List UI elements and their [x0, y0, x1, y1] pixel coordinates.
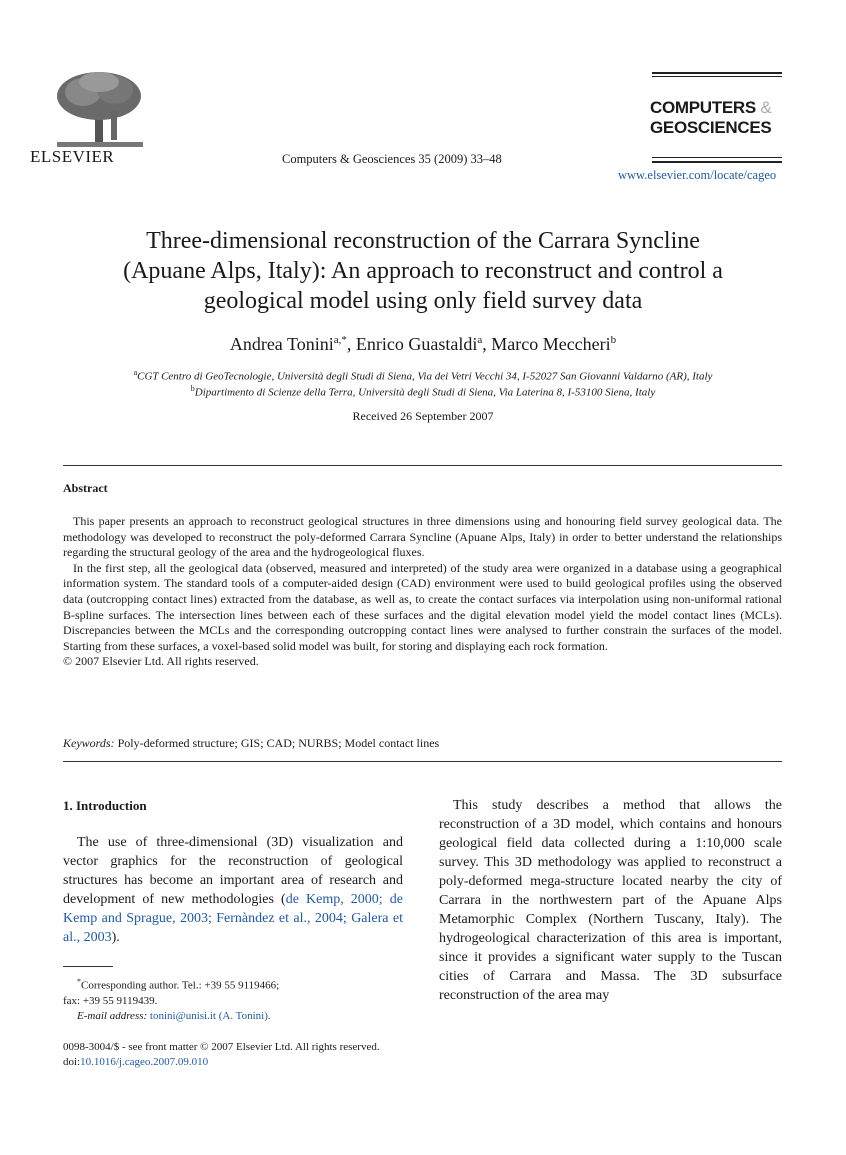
article-title	[40, 226, 806, 316]
footnote-mark: *	[77, 977, 81, 986]
journal-logo-amp: &	[760, 98, 772, 117]
affiliation-text: Dipartimento di Scienze della Terra, Università degli Studi di Siena, Via Laterina 8, I-53100 Siena, Italy	[194, 386, 656, 399]
author-name[interactable]: Enrico Guastaldi	[355, 334, 478, 354]
journal-logo-line2: GEOSCIENCES	[650, 118, 772, 137]
elsevier-tree-logo	[55, 70, 145, 148]
journal-logo-line1: COMPUTERS	[650, 98, 756, 117]
front-matter	[63, 1040, 463, 1070]
right-column	[439, 796, 782, 1005]
divider	[63, 465, 782, 466]
author-sup: a	[477, 334, 483, 346]
keywords-list: Poly-deformed structure; GIS; CAD; NURBS; Model contact lines	[117, 736, 440, 750]
left-column	[63, 796, 403, 947]
title-line: Three-dimensional reconstruction of the Carrara Syncline	[146, 228, 700, 254]
journal-citation: Computers & Geosciences 35 (2009) 33–48	[282, 152, 502, 166]
received-date: Received 26 September 2007	[352, 409, 494, 423]
journal-logo-rule	[652, 76, 782, 77]
journal-logo	[650, 98, 771, 138]
issn-line: 0098-3004/$ - see front matter © 2007 Elsevier Ltd. All rights reserved.	[63, 1041, 380, 1053]
author-sup: a,*	[333, 334, 347, 346]
footnote	[63, 974, 403, 1024]
doi-label: doi:	[63, 1056, 81, 1068]
footnote-rule	[63, 966, 113, 967]
intro-paragraph: This study describes a method that allows the reconstruction of a 3D model, which contains and honours geological field data collected during a 1:10,000 scale survey. This 3D methodology was applied to reconstruct a poly-deformed mega-structure located nearby the city of Carrara in the northwestern part of the Apuane Alps Metamorphic Complex (Northern Tuscany, Italy). The hydrogeological characterization of this area is important, since it provides a significant water supply to the Tuscan cities of Carrara and Massa. The 3D subsurface reconstruction of the area may	[439, 798, 782, 1003]
author-name[interactable]: Andrea Tonini	[229, 334, 334, 354]
abstract-paragraph: This paper presents an approach to reconstruct geological structures in three dimensions using and honouring field survey geological data. The methodology was developed to reconstruct the poly-deformed Carrara Syncline (Apuane Alps, Italy) in order to better understand the relationships regarding the structural geology of the area and the hydrogeological fluxes.	[63, 514, 782, 560]
journal-logo-rule	[652, 157, 782, 158]
section-heading: 1. Introduction	[63, 798, 147, 813]
affiliation	[40, 384, 806, 399]
footnote-fax: fax: +39 55 9119439.	[63, 994, 158, 1007]
author-name[interactable]: Marco Meccheri	[491, 334, 611, 354]
affiliation-text: CGT Centro di GeoTecnologie, Università degli Studi di Siena, Via dei Vetri Vecchi 34, I-52027 San Giovanni Valdarno (AR), Italy	[137, 370, 713, 383]
abstract-heading: Abstract	[63, 481, 108, 495]
title-line: (Apuane Alps, Italy): An approach to reconstruct and control a	[123, 258, 723, 284]
author-list: Andrea Tonini$^{a,*}$, Enrico Guastaldi$^a$, Marco Meccheri$^b$	[229, 334, 617, 354]
footnote-corresponding: Corresponding author. Tel.: +39 55 9119466;	[81, 979, 280, 992]
intro-paragraph	[63, 833, 403, 947]
citation-links[interactable]: de Kemp, 2000; de Kemp and Sprague, 2003; Fernàndez et al., 2004; Galera et al., 2003	[63, 892, 403, 945]
email-link[interactable]: tonini@unisi.it (A. Tonini).	[149, 1009, 271, 1022]
abstract-body	[63, 514, 782, 670]
divider	[63, 761, 782, 762]
journal-logo-rule	[652, 72, 782, 74]
author-sup: b	[610, 334, 617, 346]
intro-text: The use of three-dimensional (3D) visualization and vector graphics for the reconstruction of geological structures has become an important area of research and development of new methodologies (	[63, 835, 403, 907]
publisher-name: ELSEVIER	[30, 147, 115, 166]
affiliation-sup: a	[133, 368, 138, 377]
keywords	[63, 736, 782, 751]
affiliation	[40, 368, 806, 383]
keywords-label: Keywords:	[63, 736, 115, 750]
intro-text-end: ).	[111, 930, 120, 945]
email-label: E-mail address:	[77, 1009, 148, 1022]
affiliation-sup: b	[190, 384, 195, 393]
journal-logo-rule	[652, 161, 782, 163]
title-line: geological model using only field survey data	[203, 288, 643, 314]
abstract-paragraph: In the first step, all the geological data (observed, measured and interpreted) of the study area were organized in a database using a geographical information system. The standard tools of a computer-aided design (CAD) environment were used to build geological profiles using the observed data (outcropping contact lines) extracted from the database, as well as, to create the contact surfaces via interpolation using non-uniformal rational B-spline surfaces. The intersection lines between each of these surfaces and the digital elevation model yield the model contact lines (MCLs). Discrepancies between the MCLs and the corresponding outcropping contact lines were analysed to further constrain the surfaces of the model. Starting from these surfaces, a voxel-based solid model was built, for storing and displaying each rock formation.	[63, 560, 782, 653]
copyright-line: © 2007 Elsevier Ltd. All rights reserved.	[63, 654, 259, 669]
doi-link[interactable]: 10.1016/j.cageo.2007.09.010	[80, 1056, 209, 1068]
journal-url-link[interactable]: www.elsevier.com/locate/cageo	[618, 168, 777, 182]
